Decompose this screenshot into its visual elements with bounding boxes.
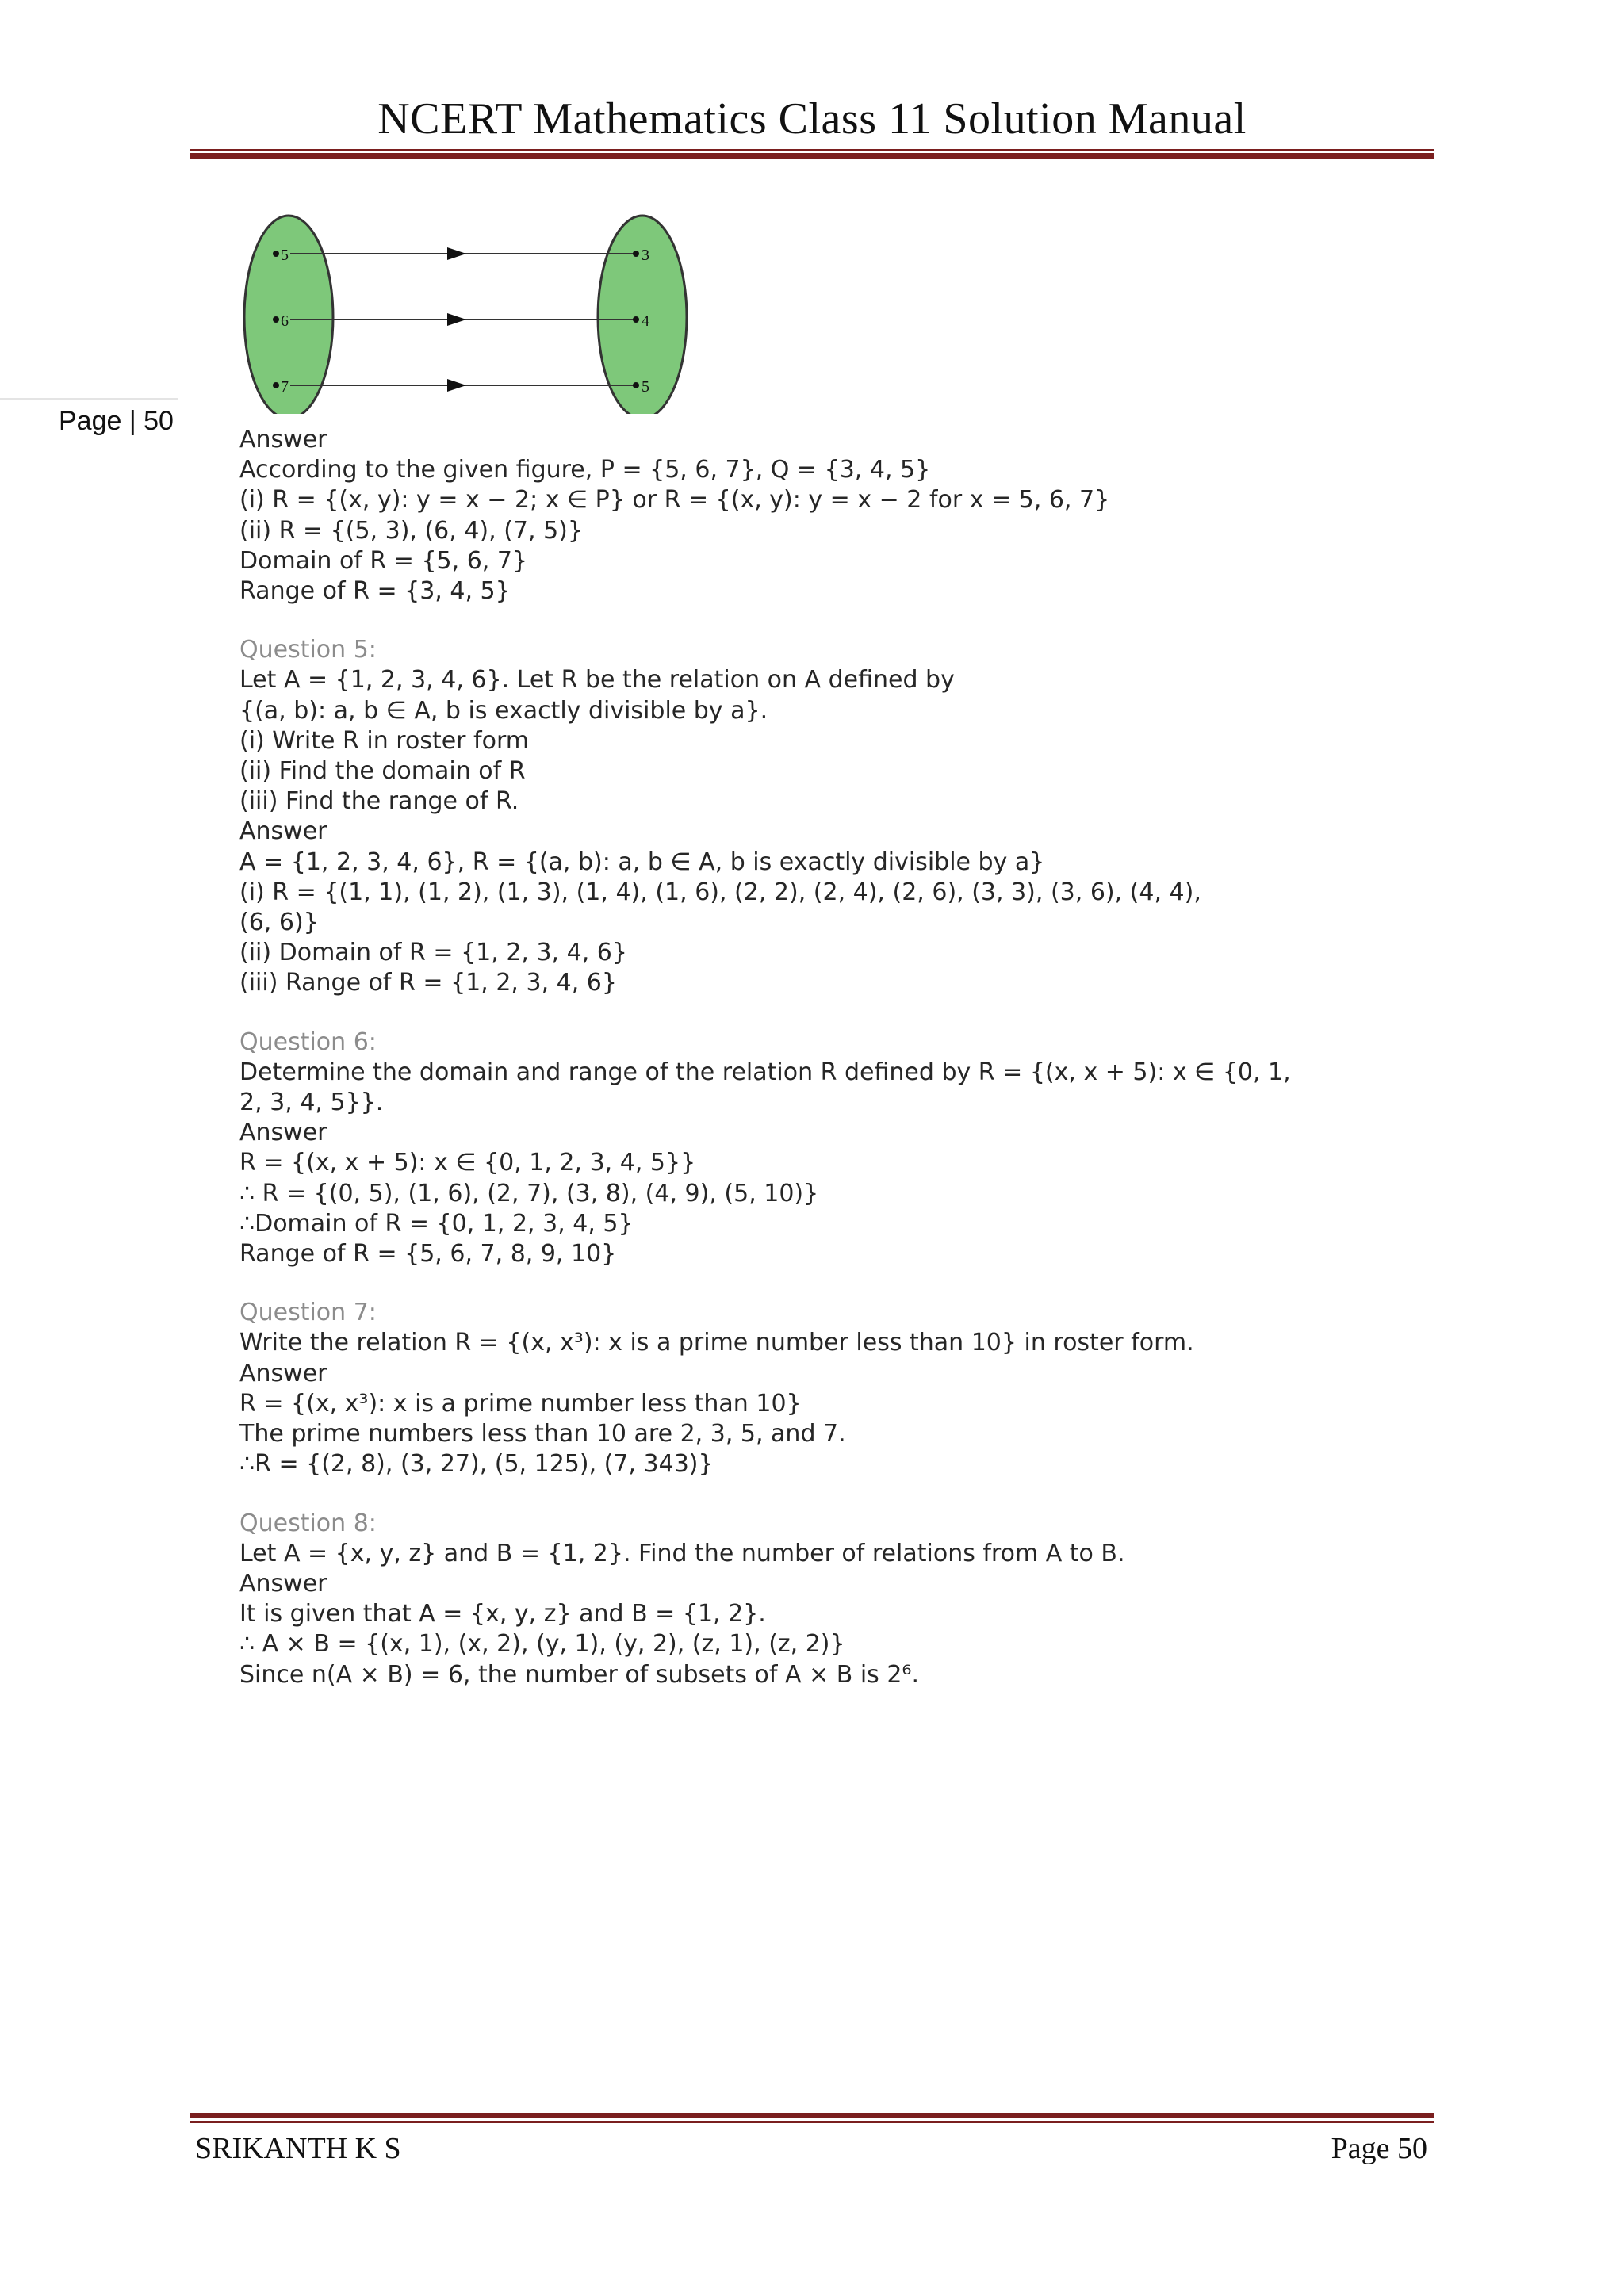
text-line: Answer — [239, 1569, 327, 1598]
text-line: (6, 6)} — [239, 909, 319, 937]
text-line: Answer — [239, 817, 327, 846]
set-p-element: 6 — [281, 312, 289, 330]
text-line: (i) Write R in roster form — [239, 726, 529, 755]
side-divider — [0, 398, 178, 400]
text-line: R = {(x, x + 5): x ∈ {0, 1, 2, 3, 4, 5}} — [239, 1149, 696, 1177]
point-dot — [633, 251, 639, 257]
arrow-diagram — [239, 208, 691, 414]
section-gap — [239, 999, 1397, 1027]
text-line: According to the given figure, P = {5, 6, 7}, Q = {3, 4, 5} — [239, 456, 931, 484]
text-line: The prime numbers less than 10 are 2, 3, 5, and 7. — [239, 1420, 846, 1448]
point-dot — [273, 251, 279, 257]
text-line: Answer — [239, 1359, 327, 1387]
text-line: ∴ A × B = {(x, 1), (x, 2), (y, 1), (y, 2), (z, 1), (z, 2)} — [239, 1630, 845, 1659]
point-dot — [633, 382, 639, 388]
section-gap — [239, 1269, 1397, 1298]
text-line: Since n(A × B) = 6, the number of subsets of A × B is 2⁶. — [239, 1660, 919, 1689]
text-line: Answer — [239, 1119, 327, 1147]
set-p-element: 7 — [281, 378, 289, 396]
text-line: R = {(x, x³): x is a prime number less than 10} — [239, 1389, 802, 1418]
set-p-element: 5 — [281, 247, 289, 264]
point-dot — [273, 316, 279, 323]
text-line: Let A = {1, 2, 3, 4, 6}. Let R be the relation on A defined by — [239, 666, 955, 695]
question-heading: Question 7: — [239, 1299, 377, 1327]
question-heading: Question 5: — [239, 636, 377, 664]
text-line: Determine the domain and range of the relation R defined by R = {(x, x + 5): x ∈ {0, 1, — [239, 1058, 1291, 1086]
text-line: ∴R = {(2, 8), (3, 27), (5, 125), (7, 343)} — [239, 1450, 714, 1479]
text-line: {(a, b): a, b ∈ A, b is exactly divisible by a}. — [239, 696, 768, 725]
header-title: NCERT Mathematics Class 11 Solution Manual — [377, 94, 1247, 144]
side-page-number: Page | 50 — [59, 406, 174, 436]
text-line: Domain of R = {5, 6, 7} — [239, 546, 528, 575]
footer-rule-thick — [190, 2113, 1434, 2118]
text-line: (ii) Find the domain of R — [239, 757, 526, 786]
text-line: Range of R = {3, 4, 5} — [239, 577, 511, 606]
set-q-element: 4 — [642, 312, 649, 330]
text-line: (iii) Range of R = {1, 2, 3, 4, 6} — [239, 969, 617, 997]
footer-page-number: Page 50 — [1331, 2132, 1427, 2165]
point-dot — [633, 316, 639, 323]
text-line: Write the relation R = {(x, x³): x is a prime number less than 10} in roster form. — [239, 1329, 1194, 1357]
set-q-element: 3 — [642, 247, 649, 264]
text-line: (ii) R = {(5, 3), (6, 4), (7, 5)} — [239, 516, 583, 545]
footer-rule-thin — [190, 2121, 1434, 2123]
set-p-oval — [244, 216, 333, 414]
text-line: Answer — [239, 426, 327, 453]
text-line: Let A = {x, y, z} and B = {1, 2}. Find the number of relations from A to B. — [239, 1539, 1125, 1567]
text-line: 2, 3, 4, 5}}. — [239, 1089, 384, 1117]
text-line: It is given that A = {x, y, z} and B = {1, 2}. — [239, 1600, 766, 1628]
header-rule-thin — [190, 149, 1434, 151]
question-heading: Question 6: — [239, 1027, 377, 1056]
header-rule-thick — [190, 153, 1434, 159]
arrowhead-icon — [447, 247, 466, 260]
text-line: ∴ R = {(0, 5), (1, 6), (2, 7), (3, 8), (4, 9), (5, 10)} — [239, 1179, 819, 1207]
text-line: (i) R = {(x, y): y = x − 2; x ∈ P} or R = {(x, y): y = x − 2 for x = 5, 6, 7} — [239, 486, 1110, 515]
point-dot — [273, 382, 279, 388]
text-line: A = {1, 2, 3, 4, 6}, R = {(a, b): a, b ∈ A, b is exactly divisible by a} — [239, 848, 1045, 876]
arrowhead-icon — [447, 379, 466, 392]
text-line: Range of R = {5, 6, 7, 8, 9, 10} — [239, 1240, 617, 1269]
set-q-element: 5 — [642, 378, 649, 396]
text-line: (ii) Domain of R = {1, 2, 3, 4, 6} — [239, 939, 627, 967]
section-gap — [239, 1480, 1397, 1509]
question-heading: Question 8: — [239, 1509, 377, 1537]
text-line: ∴Domain of R = {0, 1, 2, 3, 4, 5} — [239, 1209, 634, 1238]
text-line: (i) R = {(1, 1), (1, 2), (1, 3), (1, 4), (1, 6), (2, 2), (2, 4), (2, 6), (3, 3), (3, 6), (4, 4), — [239, 878, 1201, 906]
arrowhead-icon — [447, 313, 466, 326]
text-line: (iii) Find the range of R. — [239, 787, 519, 816]
section-gap — [239, 607, 1397, 635]
footer-author: SRIKANTH K S — [195, 2132, 401, 2165]
solution-content — [239, 425, 1397, 1690]
